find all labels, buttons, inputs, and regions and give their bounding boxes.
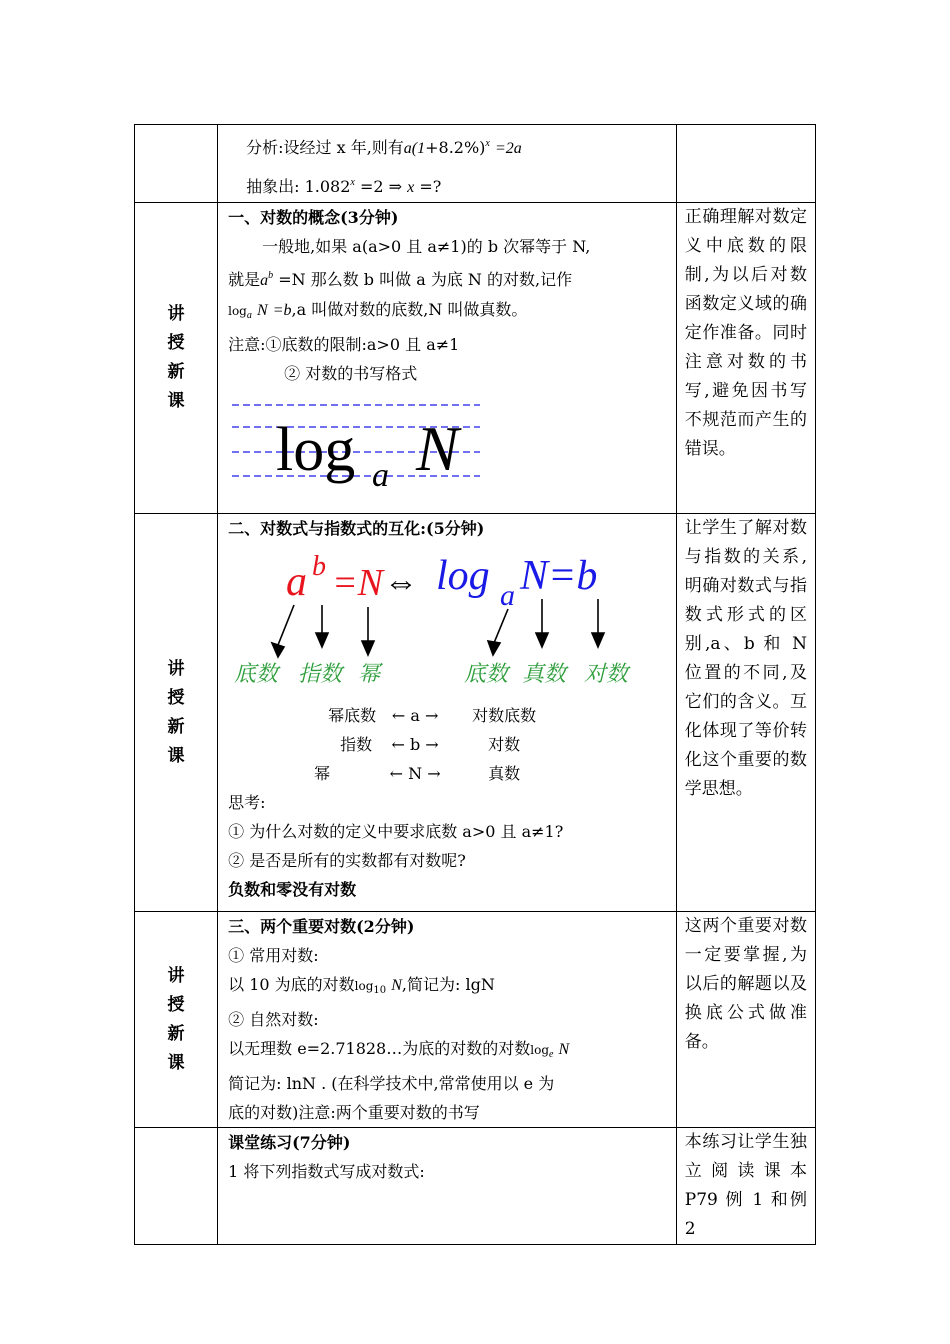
table-row <box>135 514 816 912</box>
concept-cell: 一、对数的概念(3分钟) 一般地,如果 a(a>0 且 a≠1)的 b 次幂等于 N, 就是$a^b =N$ 那么数 b 叫做 a 为底 N 的对数,记作 $\log_a N =b,a$ 叫做对数的底数,N 叫做真数。 注意:①底数的限制:a>0 且 a≠1 ② 对数的书写格式 log a N <box>218 203 677 514</box>
table-row <box>135 125 816 203</box>
note-cell <box>676 125 815 203</box>
section-heading: 三、两个重要对数(2分钟) <box>228 917 415 936</box>
analysis-cell <box>218 125 677 203</box>
label-antilog: 真数 <box>522 662 567 687</box>
teaching-note: 本练习让学生独立阅读课本 P79 例 1 和例 2 <box>676 1128 815 1245</box>
svg-text:log: log <box>436 553 490 599</box>
svg-text:a: a <box>286 559 308 605</box>
section-heading: 课堂练习(7分钟) <box>228 1133 351 1152</box>
conversion-cell: 二、对数式与指数式的互化:(5分钟) a b =N ⇔ log a N=b 底数 指数 幂 底数 真数 对数 幂底数 ← a → 对数底数 指数 ← b → 对数 幂 ← N → 真数 思考: ① 为什么对数的定义中要求底数 a>0 且 a≠1? ② 是否是所有的实数都有对数呢? 负数和零没有对数 <box>218 514 677 912</box>
pointer-arrows <box>272 599 604 657</box>
teaching-note: 正确理解对数定义中底数的限制,为以后对数函数定义域的确定作准备。同时注意对数的书写,避免因书写不规范而产生的错误。 <box>676 203 815 514</box>
table-row <box>135 1128 816 1245</box>
mapping-row: 幂底数 ← a → 对数底数 <box>328 706 537 725</box>
log-writing-format-figure <box>228 392 488 492</box>
label-base: 底数 <box>234 662 279 687</box>
label-cell <box>135 1128 218 1245</box>
svg-text:N=b: N=b <box>520 553 598 599</box>
abstract-line: 抽象出: 1.082$^x$ =2 ⇒ x =? <box>246 177 442 196</box>
label-log-base: 底数 <box>464 662 509 687</box>
important-logs-cell: 三、两个重要对数(2分钟) ① 常用对数: 以 10 为底的对数$\log_{10} N$,简记为: lgN ② 自然对数: 以无理数 e=2.71828…为底的对数的对数$\log_e N$ 简记为: lnN . (在科学技术中,常常使用以 e 为 底的对数)注意:两个重要对数的书写 <box>218 912 677 1128</box>
lesson-plan-table <box>134 124 816 1245</box>
svg-text:b: b <box>312 551 327 582</box>
mapping-row: 指数 ← b → 对数 <box>340 735 521 754</box>
section-label: 讲 授 新 课 <box>135 203 218 514</box>
label-power: 幂 <box>358 662 381 687</box>
teaching-note: 这两个重要对数一定要掌握,为以后的解题以及换底公式做准备。 <box>676 912 815 1128</box>
label-cell <box>135 125 218 203</box>
section-heading: 二、对数式与指数式的互化:(5分钟) <box>228 519 485 538</box>
big-log-text: log <box>276 416 356 484</box>
table-row <box>135 203 816 514</box>
conversion-diagram <box>228 543 648 693</box>
label-logarithm: 对数 <box>584 662 629 687</box>
answer-text: 负数和零没有对数 <box>228 880 357 899</box>
svg-text:a: a <box>500 579 516 612</box>
big-log-n: N <box>416 413 459 484</box>
table-row <box>135 912 816 1128</box>
mapping-row: 幂 ← N → 真数 <box>314 764 521 783</box>
section-label: 讲 授 新 课 <box>135 912 218 1128</box>
big-log-base: a <box>372 457 390 492</box>
analysis-line: 分析:设经过 x 年,则有$a(1+8.2\%)^x =2a$ <box>246 138 522 157</box>
svg-text:=N: =N <box>332 562 384 604</box>
mapping-table <box>228 701 670 788</box>
practice-cell: 课堂练习(7分钟) 1 将下列指数式写成对数式: <box>218 1128 677 1245</box>
teaching-note: 让学生了解对数与指数的关系,明确对数式与指数式形式的区别,a、b 和 N 位置的不同,及它们的含义。互化体现了等价转化这个重要的数学思想。 <box>676 514 815 912</box>
equivalence-arrow: ⇔ <box>384 564 419 601</box>
label-exponent: 指数 <box>298 662 343 687</box>
section-label: 讲 授 新 课 <box>135 514 218 912</box>
section-heading: 一、对数的概念(3分钟) <box>228 208 399 227</box>
